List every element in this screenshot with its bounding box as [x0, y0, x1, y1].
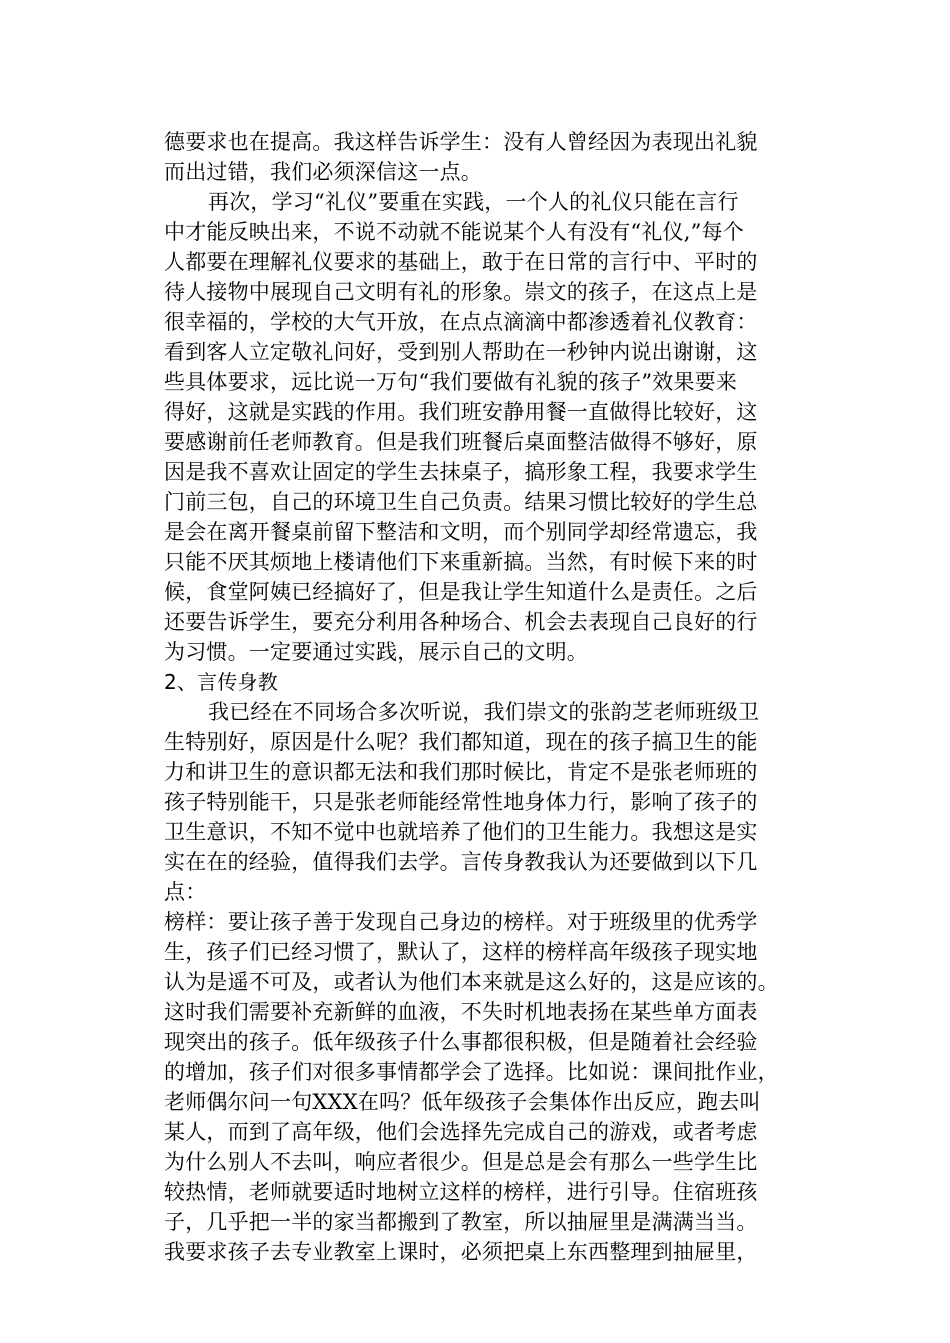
- text-line: 老师偶尔问一句XXX在吗？低年级孩子会集体作出反应，跑去叫: [164, 1090, 761, 1114]
- section-heading: 2、言传身教: [164, 670, 278, 694]
- text-line: 较热情，老师就要适时地树立这样的榜样，进行引导。住宿班孩: [164, 1180, 758, 1204]
- text-line: 现突出的孩子。低年级孩子什么事都很积极，但是随着社会经验: [164, 1030, 758, 1054]
- text-line: 为什么别人不去叫，响应者很少。但是总是会有那么一些学生比: [164, 1150, 758, 1174]
- text-line: 还要告诉学生，要充分利用各种场合、机会去表现自己良好的行: [164, 610, 758, 634]
- text-line: 因是我不喜欢让固定的学生去抹桌子，搞形象工程，我要求学生: [164, 460, 758, 484]
- text-line: 子，几乎把一半的家当都搬到了教室，所以抽屉里是满满当当。: [164, 1210, 758, 1234]
- text-line: 很幸福的，学校的大气开放，在点点滴滴中都渗透着礼仪教育：: [164, 310, 758, 334]
- text-line: 孩子特别能干，只是张老师能经常性地身体力行，影响了孩子的: [164, 790, 758, 814]
- text-line: 门前三包，自己的环境卫生自己负责。结果习惯比较好的学生总: [164, 490, 758, 514]
- text-line: 候，食堂阿姨已经搞好了，但是我让学生知道什么是责任。之后: [164, 580, 758, 604]
- text-line: 些具体要求，远比说一万句“我们要做有礼貌的孩子”效果要来: [164, 370, 738, 394]
- text-line: 某人，而到了高年级，他们会选择先完成自己的游戏，或者考虑: [164, 1120, 758, 1144]
- paragraph-first-line: 再次，学习“礼仪”要重在实践，一个人的礼仪只能在言行: [208, 190, 739, 214]
- text-line: 力和讲卫生的意识都无法和我们那时候比，肯定不是张老师班的: [164, 760, 758, 784]
- text-line: 这时我们需要补充新鲜的血液，不失时机地表扬在某些单方面表: [164, 1000, 758, 1024]
- text-line: 点：: [164, 880, 207, 904]
- text-line: 实在在的经验，值得我们去学。言传身教我认为还要做到以下几: [164, 850, 758, 874]
- text-line: 卫生意识，不知不觉中也就培养了他们的卫生能力。我想这是实: [164, 820, 758, 844]
- text-line: 而出过错，我们必须深信这一点。: [164, 160, 482, 184]
- text-line: 生特别好，原因是什么呢？我们都知道，现在的孩子搞卫生的能: [164, 730, 758, 754]
- text-line: 得好，这就是实践的作用。我们班安静用餐一直做得比较好，这: [164, 400, 758, 424]
- text-line: 人都要在理解礼仪要求的基础上，敢于在日常的言行中、平时的: [164, 250, 758, 274]
- text-line: 生，孩子们已经习惯了，默认了，这样的榜样高年级孩子现实地: [164, 940, 758, 964]
- text-line: 我要求孩子去专业教室上课时，必须把桌上东西整理到抽屉里，: [164, 1240, 758, 1264]
- text-line: 的增加，孩子们对很多事情都学会了选择。比如说：课间批作业，: [164, 1060, 779, 1084]
- text-line: 德要求也在提高。我这样告诉学生：没有人曾经因为表现出礼貌: [164, 130, 758, 154]
- paragraph-first-line: 我已经在不同场合多次听说，我们崇文的张韵芝老师班级卫: [208, 700, 760, 724]
- text-line: 为习惯。一定要通过实践，展示自己的文明。: [164, 640, 588, 664]
- text-line: 看到客人立定敬礼问好，受到别人帮助在一秒钟内说出谢谢，这: [164, 340, 758, 364]
- text-line: 认为是遥不可及，或者认为他们本来就是这么好的，这是应该的。: [164, 970, 779, 994]
- text-line: 待人接物中展现自己文明有礼的形象。崇文的孩子，在这点上是: [164, 280, 758, 304]
- text-line: 是会在离开餐桌前留下整洁和文明，而个别同学却经常遗忘，我: [164, 520, 758, 544]
- text-line: 中才能反映出来，不说不动就不能说某个人有没有“礼仪,”每个: [164, 220, 744, 244]
- text-line: 要感谢前任老师教育。但是我们班餐后桌面整洁做得不够好，原: [164, 430, 758, 454]
- text-line: 榜样：要让孩子善于发现自己身边的榜样。对于班级里的优秀学: [164, 910, 758, 934]
- text-line: 只能不厌其烦地上楼请他们下来重新搞。当然，有时候下来的时: [164, 550, 758, 574]
